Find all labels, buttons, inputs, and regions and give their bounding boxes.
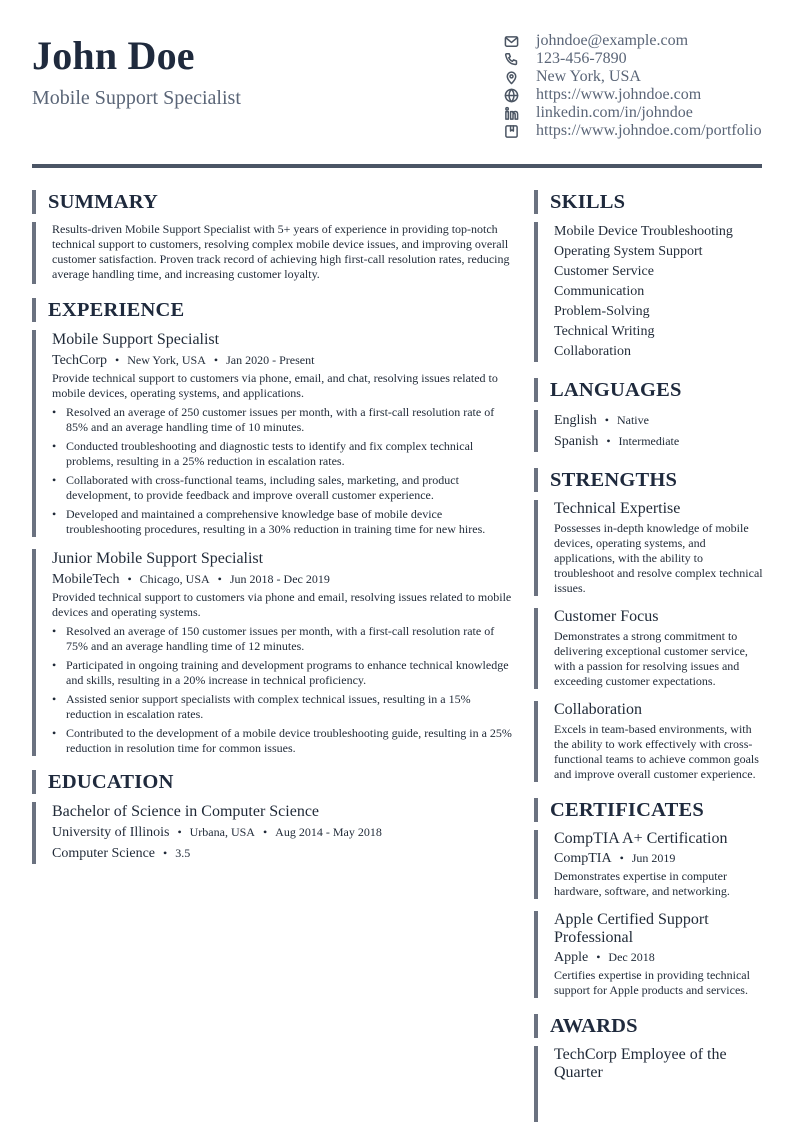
skills-section <box>534 190 764 362</box>
summary-text: Results-driven Mobile Support Specialist with 5+ years of experience in providing top-notch technical support to customers, resolving complex mobile device issues, and improving overall customer satisfaction. Proven track record of achieving high first-call resolution rates, reducing average handling time, and increasing customer loyalty. <box>52 222 510 281</box>
skill-item: Mobile Device Troubleshooting <box>554 224 733 239</box>
certificate-title: Apple Certified Support Professional <box>554 911 709 946</box>
section-heading <box>534 378 764 402</box>
strength-item <box>534 701 764 782</box>
separator-dot: • <box>115 353 120 367</box>
job-title: Mobile Support Specialist <box>52 331 220 348</box>
section-heading <box>534 190 764 214</box>
phone-icon <box>502 50 520 68</box>
certificate-description: Demonstrates expertise in computer hardware, software, and networking. <box>554 869 730 898</box>
language-item <box>554 431 764 452</box>
languages-list <box>534 410 764 452</box>
section-heading <box>534 798 764 822</box>
certificates-section <box>534 798 764 998</box>
contact-phone[interactable] <box>502 50 772 68</box>
contact-website-text: https://www.johndoe.com <box>536 86 702 103</box>
list-item: • Collaborated with cross-functional teams, including sales, marketing, and product development, to provide feedback and improve overall customer experience. <box>52 473 512 503</box>
contact-linkedin-text: linkedin.com/in/johndoe <box>536 104 693 121</box>
job-title: Junior Mobile Support Specialist <box>52 550 264 567</box>
location-icon <box>502 68 520 86</box>
strength-item <box>534 500 764 596</box>
job-entry <box>32 549 512 756</box>
resume-header <box>32 28 762 148</box>
education-entry <box>32 802 512 864</box>
left-column <box>32 190 512 864</box>
languages-section <box>534 378 764 452</box>
awards-section <box>534 1014 764 1122</box>
school-name: University of Illinois <box>52 825 170 840</box>
list-item: • Contributed to the development of a mobile device troubleshooting guide, resulting in a 25% reduction in resolution time for common issues. <box>52 726 512 756</box>
job-location: Chicago, USA <box>139 572 210 586</box>
strengths-heading: STRENGTHS <box>550 469 678 491</box>
education-field-row <box>52 843 512 864</box>
school-location: Urbana, USA <box>189 825 255 839</box>
skills-list <box>534 222 764 362</box>
education-dates: Aug 2014 - May 2018 <box>275 825 382 839</box>
separator-dot: • <box>619 851 624 865</box>
job-dates: Jun 2018 - Dec 2019 <box>229 572 330 586</box>
language-name: English <box>554 413 597 428</box>
strengths-section <box>534 468 764 782</box>
section-heading <box>32 298 512 322</box>
skill-item: Operating System Support <box>554 244 703 259</box>
contact-portfolio-text: https://www.johndoe.com/portfolio <box>536 122 762 139</box>
award-item <box>534 1046 764 1122</box>
certificate-meta <box>554 848 764 869</box>
job-entry <box>32 330 512 537</box>
job-dates: Jan 2020 - Present <box>226 353 315 367</box>
strength-title: Collaboration <box>554 701 642 718</box>
certificate-item <box>534 830 764 899</box>
section-heading <box>32 770 512 794</box>
awards-heading: AWARDS <box>550 1015 638 1037</box>
candidate-name: John Doe <box>32 33 195 78</box>
job-company: TechCorp <box>52 353 108 368</box>
strength-description: Excels in team-based environments, with the ability to work effectively with cross-functional teams to achieve common goals and improve overall customer experience. <box>554 722 759 781</box>
separator-dot: • <box>177 825 182 839</box>
separator-dot: • <box>604 413 609 427</box>
certificate-date: Jun 2019 <box>631 851 676 865</box>
job-bullets <box>52 405 512 537</box>
right-column <box>534 190 764 1122</box>
certificate-date: Dec 2018 <box>608 950 655 964</box>
summary-section <box>32 190 512 284</box>
portfolio-icon <box>502 122 520 140</box>
strength-title: Technical Expertise <box>554 500 681 517</box>
job-company: MobileTech <box>52 572 120 587</box>
candidate-title: Mobile Support Specialist <box>32 87 241 109</box>
strength-title: Customer Focus <box>554 608 659 625</box>
field-of-study: Computer Science <box>52 846 156 861</box>
section-heading <box>534 1014 764 1038</box>
contact-website[interactable] <box>502 86 772 104</box>
skill-item: Problem-Solving <box>554 304 650 319</box>
education-meta <box>52 822 512 843</box>
separator-dot: • <box>213 353 219 367</box>
skill-item: Customer Service <box>554 264 654 279</box>
contact-linkedin[interactable] <box>502 104 772 122</box>
contact-list <box>502 32 772 140</box>
award-title: TechCorp Employee of the Quarter <box>554 1046 727 1081</box>
list-item: • Participated in ongoing training and development programs to enhance technical knowledge and skills, resulting in a 20% increase in technical proficiency. <box>52 658 512 688</box>
list-item: • Resolved an average of 250 customer issues per month, with a first-call resolution rate of 85% and an average handling time of 10 minutes. <box>52 405 512 435</box>
certificates-heading: CERTIFICATES <box>550 799 704 821</box>
job-meta <box>52 569 512 590</box>
list-item: • Conducted troubleshooting and diagnostic tests to identify and fix complex technical problems, resulting in a 25% reduction in escalation rates. <box>52 439 512 469</box>
experience-section <box>32 298 512 756</box>
language-item <box>554 410 764 431</box>
list-item: • Developed and maintained a comprehensive knowledge base of mobile device troubleshooting procedures, resulting in a 30% reduction in training time for new hires. <box>52 507 512 537</box>
language-level: Intermediate <box>618 434 680 448</box>
summary-body <box>32 222 512 284</box>
contact-email-text: johndoe@example.com <box>536 32 689 49</box>
degree-title: Bachelor of Science in Computer Science <box>52 803 320 820</box>
language-level: Native <box>616 413 649 427</box>
contact-phone-text: 123-456-7890 <box>536 50 627 67</box>
job-description: Provided technical support to customers via phone and email, resolving issues related to mobile devices and operating systems. <box>52 590 512 619</box>
education-heading: EDUCATION <box>48 771 174 793</box>
skill-item: Collaboration <box>554 344 631 359</box>
certificate-issuer: CompTIA <box>554 851 612 866</box>
certificate-meta <box>554 947 764 968</box>
job-description: Provide technical support to customers via phone, email, and chat, resolving issues related to mobile devices, operating systems, and applications. <box>52 371 498 400</box>
job-bullets <box>52 624 512 756</box>
skill-item: Communication <box>554 284 645 299</box>
language-name: Spanish <box>554 434 599 449</box>
contact-portfolio[interactable] <box>502 122 772 140</box>
languages-heading: LANGUAGES <box>550 379 682 401</box>
strength-item <box>534 608 764 689</box>
strength-description: Demonstrates a strong commitment to delivering exceptional customer service, with a passion for resolving issues and exceeding customer expectations. <box>554 629 748 688</box>
certificate-description: Certifies expertise in providing technical support for Apple products and services. <box>554 968 750 997</box>
skills-heading: SKILLS <box>550 191 626 213</box>
experience-heading: EXPERIENCE <box>48 299 185 321</box>
section-heading <box>534 468 764 492</box>
contact-location <box>502 68 772 86</box>
job-location: New York, USA <box>127 353 206 367</box>
separator-dot: • <box>606 434 611 448</box>
job-meta <box>52 350 512 371</box>
section-heading <box>32 190 512 214</box>
strength-description: Possesses in-depth knowledge of mobile devices, operating systems, and applications, with the ability to troubleshoot and resolve complex technical issues. <box>554 521 763 595</box>
certificate-issuer: Apple <box>554 950 589 965</box>
separator-dot: • <box>262 825 268 839</box>
header-divider <box>32 164 762 168</box>
list-item: • Assisted senior support specialists with complex technical issues, resulting in a 15% reduction in escalation rates. <box>52 692 512 722</box>
separator-dot: • <box>217 572 222 586</box>
contact-location-text: New York, USA <box>536 68 641 85</box>
certificate-item <box>534 911 764 998</box>
contact-email[interactable] <box>502 32 772 50</box>
skill-item: Technical Writing <box>554 324 655 339</box>
separator-dot: • <box>127 572 132 586</box>
list-item: • Resolved an average of 150 customer issues per month, with a first-call resolution rate of 75% and an average handling time of 12 minutes. <box>52 624 512 654</box>
education-section <box>32 770 512 864</box>
linkedin-icon <box>502 104 520 122</box>
globe-icon <box>502 86 520 104</box>
certificate-title: CompTIA A+ Certification <box>554 830 728 847</box>
mail-icon <box>502 32 520 50</box>
summary-heading: SUMMARY <box>48 191 158 213</box>
separator-dot: • <box>163 846 168 860</box>
separator-dot: • <box>596 950 601 964</box>
gpa: 3.5 <box>175 846 191 860</box>
